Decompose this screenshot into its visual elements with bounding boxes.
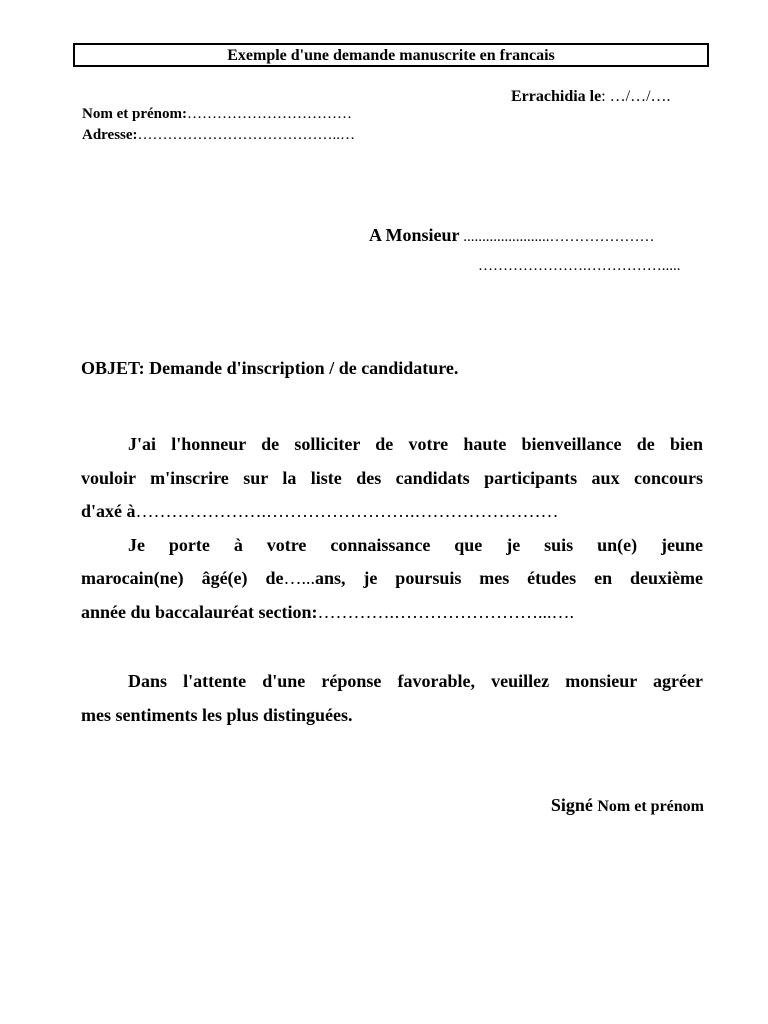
paragraph-2-line-3-dots: ………….……………………...…. [317, 601, 574, 622]
sender-address-label: Adresse: [82, 127, 138, 143]
paragraph-2-line-2-dots: …... [283, 568, 315, 588]
paragraph-1-line-3 [81, 495, 703, 529]
paragraph-2-line-3 [81, 596, 703, 630]
paragraph-1 [81, 428, 703, 629]
subject-text: OBJET: Demande d'inscription / de candidature. [81, 358, 459, 378]
paragraph-1-line-2: vouloir m'inscrire sur la liste des candidats participants aux concours [81, 467, 703, 488]
sender-address-dots: …………………………………..… [137, 127, 356, 143]
sender-address-line [82, 127, 355, 144]
paragraph-3-line-2: mes sentiments les plus distinguées. [81, 704, 353, 725]
sender-name-label: Nom et prénom: [82, 106, 187, 122]
paragraph-1-line-3-dots: ………………….…………………….…………………… [135, 501, 559, 521]
recipient-dots-1: .......................………………… [459, 229, 655, 245]
sender-name-line [82, 106, 352, 123]
recipient-line-2 [478, 258, 681, 275]
sender-name-dots: …………………………… [186, 106, 352, 122]
paragraph-3-line-1: Dans l'attente d'une réponse favorable, veuillez monsieur agréer [128, 671, 703, 691]
place-date [511, 88, 671, 106]
place-date-dots: : …/…/…. [601, 88, 671, 105]
paragraph-2-line-2 [81, 562, 703, 596]
place-date-label: Errachidia le [511, 88, 602, 105]
paragraph-1-line-3-text: d'axé à [81, 501, 136, 521]
recipient-label: A Monsieur [369, 225, 460, 245]
recipient-dots-2: ………………….……………..... [478, 258, 681, 274]
paragraph-2-line-3-text: année du baccalauréat section: [81, 601, 318, 622]
subject-line [81, 358, 458, 379]
paragraph-3 [81, 665, 703, 732]
signature-name: Nom et prénom [597, 798, 704, 815]
paragraph-2-line-2-b: ans, je poursuis mes études en deuxième [314, 568, 703, 588]
document-title [73, 43, 709, 67]
paragraph-2-line-2-a: marocain(ne) âgé(e) de [81, 568, 284, 588]
signature-label: Signé [550, 795, 593, 815]
paragraph-2-line-1: Je porte à votre connaissance que je suis un(e) jeune [128, 534, 703, 555]
signature-block [551, 795, 704, 816]
paragraph-1-line-1: J'ai l'honneur de solliciter de votre haute bienveillance de bien [128, 434, 703, 454]
document-title-text: Exemple d'une demande manuscrite en francais [227, 47, 555, 64]
recipient-line [369, 225, 655, 246]
